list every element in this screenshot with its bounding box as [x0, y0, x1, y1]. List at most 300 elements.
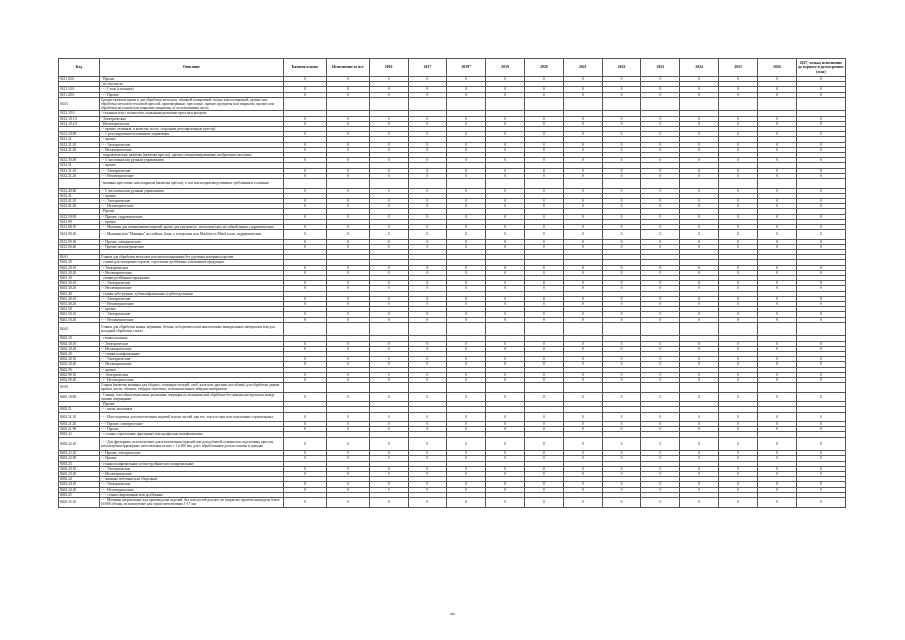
row-code: 8462.20: [59, 351, 100, 356]
rate-cell: 0: [796, 286, 845, 291]
rate-cell: 0: [563, 244, 602, 249]
rate-cell: 0: [408, 132, 447, 137]
rate-cell: 0: [369, 341, 408, 346]
rate-cell: 0: [369, 270, 408, 275]
rate-cell: 0: [602, 239, 641, 244]
row-code: 8463.21.10: [59, 412, 100, 422]
rate-cell: [602, 383, 641, 393]
rate-cell: 0: [680, 116, 719, 121]
rate-cell: 0: [447, 224, 486, 229]
rate-cell: 0: [563, 466, 602, 471]
rate-cell: 0: [602, 204, 641, 209]
rate-cell: 0: [447, 214, 486, 219]
rate-cell: 0: [680, 312, 719, 317]
rate-cell: 0: [326, 346, 369, 351]
rate-cell: 0: [525, 168, 564, 173]
rate-cell: [680, 383, 719, 393]
rate-cell: 0: [525, 302, 564, 307]
rate-cell: 0: [326, 437, 369, 451]
rate-cell: 0: [680, 198, 719, 203]
rate-cell: 0: [641, 230, 680, 240]
rate-cell: [408, 322, 447, 336]
rate-cell: 0: [602, 302, 641, 307]
row-code: 0411.20.0: [59, 92, 100, 97]
rate-cell: 0: [486, 451, 525, 456]
rate-cell: 0: [486, 427, 525, 432]
row-code: 0412.40.00: [59, 188, 100, 193]
rate-cell: 0: [602, 188, 641, 193]
rate-cell: 0: [680, 168, 719, 173]
rate-cell: 0: [447, 244, 486, 249]
rate-cell: 0: [283, 230, 326, 240]
row-code: 8461.30.10: [59, 281, 100, 286]
rate-cell: 0: [719, 244, 758, 249]
rate-cell: 0: [408, 270, 447, 275]
rate-cell: 0: [283, 372, 326, 377]
rate-cell: [486, 97, 525, 111]
rate-cell: 0: [283, 357, 326, 362]
rate-cell: [563, 322, 602, 336]
rate-cell: 0: [757, 230, 796, 240]
rate-cell: 0: [326, 362, 369, 367]
row-code: 8462.20.20: [59, 362, 100, 367]
rate-cell: 0: [602, 281, 641, 286]
rate-cell: [283, 322, 326, 336]
rate-cell: 0: [326, 427, 369, 432]
rate-cell: 0: [757, 471, 796, 476]
rate-cell: 0: [369, 456, 408, 461]
rate-cell: 0: [641, 466, 680, 471]
rate-cell: 0: [641, 357, 680, 362]
rate-cell: [525, 383, 564, 393]
rate-cell: 0: [602, 244, 641, 249]
rate-cell: 0: [525, 116, 564, 121]
rate-cell: 0: [680, 92, 719, 97]
row-code: 0412.90: [59, 219, 100, 224]
row-code: 84.61: [59, 255, 100, 260]
rate-cell: 0: [563, 317, 602, 322]
rate-cell: 0: [369, 487, 408, 492]
row-code: 8462.10.10: [59, 341, 100, 346]
rate-cell: 0: [486, 317, 525, 322]
rate-cell: [447, 383, 486, 393]
rate-cell: 0: [719, 214, 758, 219]
rate-cell: 0: [525, 198, 564, 203]
rate-cell: 0: [447, 116, 486, 121]
rate-cell: 0: [525, 239, 564, 244]
rate-cell: 0: [326, 482, 369, 487]
rate-cell: 0: [757, 265, 796, 270]
rate-cell: 0: [719, 471, 758, 476]
rate-cell: 0: [641, 265, 680, 270]
rate-cell: 0: [525, 456, 564, 461]
rate-cell: 0: [757, 239, 796, 244]
rate-cell: [641, 97, 680, 111]
row-description: - - Неэлектрические: [99, 362, 283, 367]
rate-cell: [680, 322, 719, 336]
row-code: [59, 179, 100, 189]
rate-cell: 0: [757, 121, 796, 126]
rate-cell: 0: [641, 482, 680, 487]
rate-cell: 0: [757, 422, 796, 427]
row-description: - - Электрические: [99, 341, 283, 346]
row-description: - - прочие: [99, 193, 283, 198]
rate-cell: [757, 179, 796, 189]
rate-cell: 0: [563, 132, 602, 137]
rate-cell: 0: [680, 132, 719, 137]
rate-cell: 0: [326, 121, 369, 126]
rate-cell: 0: [796, 362, 845, 367]
rate-cell: 0: [563, 471, 602, 476]
rate-cell: 0: [447, 362, 486, 367]
rate-cell: 0: [486, 498, 525, 508]
row-code: 8463.21: [59, 407, 100, 412]
row-description: - - - Машины для штампования изделий, кроме для пруткового, металлических из гибкой шины, гидравлические: [99, 224, 283, 229]
row-code: 0412.90.40: [59, 244, 100, 249]
rate-cell: 0: [486, 132, 525, 137]
row-description: - станки пильные: [99, 336, 283, 341]
rate-cell: 0: [757, 412, 796, 422]
rate-cell: 0: [447, 77, 486, 82]
rate-cell: 0: [447, 498, 486, 508]
rate-cell: 0: [563, 377, 602, 382]
rate-cell: 0: [447, 173, 486, 178]
rate-cell: [719, 179, 758, 189]
row-code: 0412.41.10: [59, 198, 100, 203]
rate-cell: 0: [796, 265, 845, 270]
row-description: - - - Электрические: [99, 281, 283, 286]
rate-cell: 0: [408, 204, 447, 209]
rate-cell: 0: [796, 427, 845, 432]
rate-cell: 0: [486, 173, 525, 178]
rate-cell: 0: [408, 362, 447, 367]
rate-cell: 0: [757, 456, 796, 461]
rate-cell: 0: [563, 286, 602, 291]
rate-cell: [641, 179, 680, 189]
rate-cell: 0: [525, 312, 564, 317]
row-code: 8462.90.20: [59, 377, 100, 382]
rate-cell: 0: [796, 302, 845, 307]
rate-cell: 0: [563, 116, 602, 121]
rate-cell: 0: [326, 142, 369, 147]
rate-cell: 0: [486, 198, 525, 203]
rate-cell: 0: [408, 158, 447, 163]
row-code: 8461.50.20: [59, 317, 100, 322]
rate-cell: 0: [641, 362, 680, 367]
row-code: 0412.90.30: [59, 239, 100, 244]
rate-cell: 0: [447, 466, 486, 471]
rate-cell: 0: [447, 158, 486, 163]
rate-cell: 0: [408, 312, 447, 317]
rate-cell: 0: [680, 281, 719, 286]
rate-cell: 0: [757, 188, 796, 193]
rate-cell: 0: [369, 466, 408, 471]
rate-cell: 0: [563, 482, 602, 487]
rate-cell: 0: [719, 498, 758, 508]
row-description: Станки для обработки металлов или металлокерамики без удаления материала прочие: [99, 255, 283, 260]
rate-cell: 0: [525, 422, 564, 427]
row-description: - из том числе:: [99, 82, 283, 87]
rate-cell: 0: [525, 346, 564, 351]
rate-cell: 0: [641, 437, 680, 451]
rate-cell: 0: [408, 296, 447, 301]
rate-cell: 0: [283, 270, 326, 275]
rate-cell: 0: [326, 265, 369, 270]
rate-cell: 0: [719, 265, 758, 270]
rate-cell: 0: [326, 456, 369, 461]
rate-cell: 0: [641, 377, 680, 382]
rate-cell: 0: [719, 121, 758, 126]
rate-cell: [486, 322, 525, 336]
rate-cell: 0: [757, 451, 796, 456]
rate-cell: 0: [680, 471, 719, 476]
rate-cell: 0: [641, 471, 680, 476]
rate-cell: 0: [283, 422, 326, 427]
rate-cell: 0: [680, 346, 719, 351]
rate-cell: 0: [602, 147, 641, 152]
rate-cell: 0: [563, 77, 602, 82]
rate-cell: 0: [796, 451, 845, 456]
rate-cell: 0: [796, 471, 845, 476]
rate-cell: 0: [408, 281, 447, 286]
rate-cell: 0: [680, 158, 719, 163]
rate-cell: 0: [602, 230, 641, 240]
row-description: - - С регулируемым положением управления: [99, 132, 283, 137]
rate-cell: 0: [641, 244, 680, 249]
row-description: - станки шлифовальные, пескоструйные или полировальные: [99, 461, 283, 466]
rate-cell: 0: [719, 142, 758, 147]
rate-cell: 0: [283, 77, 326, 82]
rate-cell: 0: [757, 168, 796, 173]
rate-cell: 0: [680, 392, 719, 402]
rate-cell: 0: [486, 286, 525, 291]
rate-cell: [447, 322, 486, 336]
rate-cell: 0: [719, 158, 758, 163]
rate-cell: 0: [447, 422, 486, 427]
rate-cell: 0: [641, 498, 680, 508]
row-description: - - - Электрические: [99, 357, 283, 362]
rate-cell: 0: [447, 341, 486, 346]
row-description: - - - Машины сверлильные для производства изделий, без или частей для нее, не открытых пролёты шпинделя более 16 000 об/мин, используемые для серии изготовления 1-17 мм: [99, 498, 283, 508]
rate-cell: 0: [641, 173, 680, 178]
rate-cell: 0: [486, 158, 525, 163]
rate-cell: 0: [486, 230, 525, 240]
rate-cell: 0: [369, 244, 408, 249]
row-description: - - - Электрические: [99, 482, 283, 487]
rate-cell: 0: [641, 224, 680, 229]
rate-cell: 0: [757, 270, 796, 275]
rate-cell: 0: [796, 147, 845, 152]
rate-cell: 0: [602, 312, 641, 317]
rate-cell: 0: [719, 198, 758, 203]
rate-cell: [719, 322, 758, 336]
rate-cell: 0: [563, 357, 602, 362]
rate-cell: 0: [563, 168, 602, 173]
rate-cell: 0: [757, 466, 796, 471]
rate-cell: 0: [326, 281, 369, 286]
row-description: - станки зубо-резные, зубошлифовальные и зубоотделочные: [99, 291, 283, 296]
rate-cell: 0: [408, 198, 447, 203]
rate-cell: 0: [563, 437, 602, 451]
rate-cell: 0: [369, 392, 408, 402]
rate-cell: 0: [719, 296, 758, 301]
rate-cell: [563, 97, 602, 111]
rate-cell: 0: [408, 487, 447, 492]
rate-cell: 0: [408, 239, 447, 244]
rate-cell: 0: [283, 437, 326, 451]
rate-cell: 0: [641, 487, 680, 492]
rate-cell: [326, 383, 369, 393]
rate-cell: 0: [408, 498, 447, 508]
rate-cell: 0: [719, 317, 758, 322]
row-description: Средне-тяжёлые кроме к для обработки металлов, обычной полировкой, только или полировкой, прочие или обработки металлов тепловой прессой, произведённые, прессовые, прочие, предметы или покрытие, прочие или обработки на основе или покрытие покрытия, от использования части: [99, 97, 283, 111]
row-code: 0412.31.10: [59, 168, 100, 173]
rate-cell: 0: [283, 188, 326, 193]
column-header: 2017: [408, 59, 447, 77]
rate-cell: 0: [486, 281, 525, 286]
rate-cell: 0: [757, 482, 796, 487]
rate-cell: 0: [602, 341, 641, 346]
rate-cell: 0: [283, 92, 326, 97]
rate-cell: 0: [719, 302, 758, 307]
row-code: 8463.24.20: [59, 487, 100, 492]
rate-cell: 0: [796, 270, 845, 275]
rate-cell: 0: [283, 427, 326, 432]
table-row: [59, 97, 846, 111]
rate-cell: 0: [447, 427, 486, 432]
rate-cell: 0: [641, 198, 680, 203]
rate-cell: 0: [602, 168, 641, 173]
rate-cell: 0: [602, 224, 641, 229]
column-header: 2027, только исполнение до верного и долгосрочное (млн): [796, 59, 845, 77]
column-header: 2023: [641, 59, 680, 77]
row-code: 8461.20: [59, 260, 100, 265]
row-description: - - - Электрические: [99, 198, 283, 203]
rate-cell: 0: [757, 372, 796, 377]
rate-cell: 0: [486, 121, 525, 126]
rate-cell: 0: [447, 132, 486, 137]
rate-cell: 0: [602, 265, 641, 270]
rate-cell: 0: [641, 142, 680, 147]
column-header: 2026: [757, 59, 796, 77]
rate-cell: 0: [369, 142, 408, 147]
rate-cell: 0: [447, 312, 486, 317]
row-code: 8463.23: [59, 461, 100, 466]
rate-cell: 0: [602, 377, 641, 382]
rate-cell: 0: [408, 412, 447, 422]
rate-cell: 0: [486, 265, 525, 270]
row-code: 0412.10.2.0: [59, 121, 100, 126]
rate-cell: 0: [326, 312, 369, 317]
rate-cell: 0: [525, 437, 564, 451]
rate-cell: [563, 179, 602, 189]
rate-cell: [796, 179, 845, 189]
rate-cell: 0: [641, 451, 680, 456]
rate-cell: 0: [641, 372, 680, 377]
rate-cell: 0: [369, 346, 408, 351]
rate-cell: 0: [447, 121, 486, 126]
rate-cell: 0: [283, 317, 326, 322]
row-description: - станки для поперечно-строгие, строгально-долбёжные и вытяжные продукции: [99, 260, 283, 265]
rate-cell: 0: [525, 377, 564, 382]
rate-cell: 0: [369, 147, 408, 152]
rate-cell: 0: [525, 357, 564, 362]
rate-cell: 0: [641, 204, 680, 209]
rate-cell: 0: [408, 230, 447, 240]
rate-cell: 0: [757, 77, 796, 82]
rate-cell: 0: [326, 317, 369, 322]
rate-cell: 0: [757, 173, 796, 178]
row-description: - - Прочие: [99, 456, 283, 461]
row-code: 8462.90.10: [59, 372, 100, 377]
rate-cell: 0: [796, 377, 845, 382]
rate-cell: 0: [525, 224, 564, 229]
rate-cell: 0: [326, 168, 369, 173]
rate-cell: 0: [326, 147, 369, 152]
rate-cell: 0: [602, 466, 641, 471]
rate-cell: 0: [680, 147, 719, 152]
row-description: - гидравлические, включая (включая прессы), прочие специализированные изобретения плостины: [99, 153, 283, 158]
rate-cell: [680, 97, 719, 111]
rate-cell: 0: [719, 392, 758, 402]
rate-cell: 0: [641, 456, 680, 461]
row-description: - - - Электрические: [99, 296, 283, 301]
rate-cell: 0: [602, 286, 641, 291]
rate-cell: 0: [757, 377, 796, 382]
row-code: 0411.00.0: [59, 77, 100, 82]
rate-cell: 0: [680, 296, 719, 301]
rate-cell: 0: [680, 77, 719, 82]
rate-cell: 0: [563, 147, 602, 152]
row-description: - - Неэлектрические: [99, 346, 283, 351]
rate-cell: 0: [369, 471, 408, 476]
row-description: - Прочие: [99, 77, 283, 82]
rate-cell: [719, 97, 758, 111]
rate-cell: 0: [486, 392, 525, 402]
rate-cell: 0: [326, 372, 369, 377]
rate-cell: 0: [602, 121, 641, 126]
rate-cell: 0: [326, 451, 369, 456]
rate-cell: 0: [563, 92, 602, 97]
rate-cell: 0: [719, 92, 758, 97]
rate-cell: [326, 97, 369, 111]
rate-cell: 0: [326, 116, 369, 121]
row-code: 8463.24.10: [59, 482, 100, 487]
rate-cell: [602, 322, 641, 336]
rate-cell: 0: [602, 317, 641, 322]
rate-cell: 0: [641, 302, 680, 307]
rate-cell: 0: [447, 412, 486, 422]
row-description: - - прочие отличные, в качестве после, сторонних регулировочные прессы): [99, 127, 283, 132]
row-code: 8463.23.20: [59, 471, 100, 476]
row-description: - - - Неэлектрические: [99, 173, 283, 178]
rate-cell: 0: [641, 132, 680, 137]
rate-cell: 0: [796, 132, 845, 137]
rate-cell: 0: [680, 412, 719, 422]
rate-cell: 0: [326, 471, 369, 476]
rate-cell: 0: [408, 346, 447, 351]
row-code: 0412.90.20: [59, 230, 100, 240]
rate-cell: 0: [369, 214, 408, 219]
rate-cell: 0: [408, 422, 447, 427]
rate-cell: 0: [326, 341, 369, 346]
rate-cell: 0: [326, 412, 369, 422]
rate-cell: 0: [680, 244, 719, 249]
rate-cell: 0: [563, 188, 602, 193]
row-code: 8463.10.00: [59, 392, 100, 402]
rate-cell: 0: [796, 239, 845, 244]
rate-cell: 0: [525, 412, 564, 422]
